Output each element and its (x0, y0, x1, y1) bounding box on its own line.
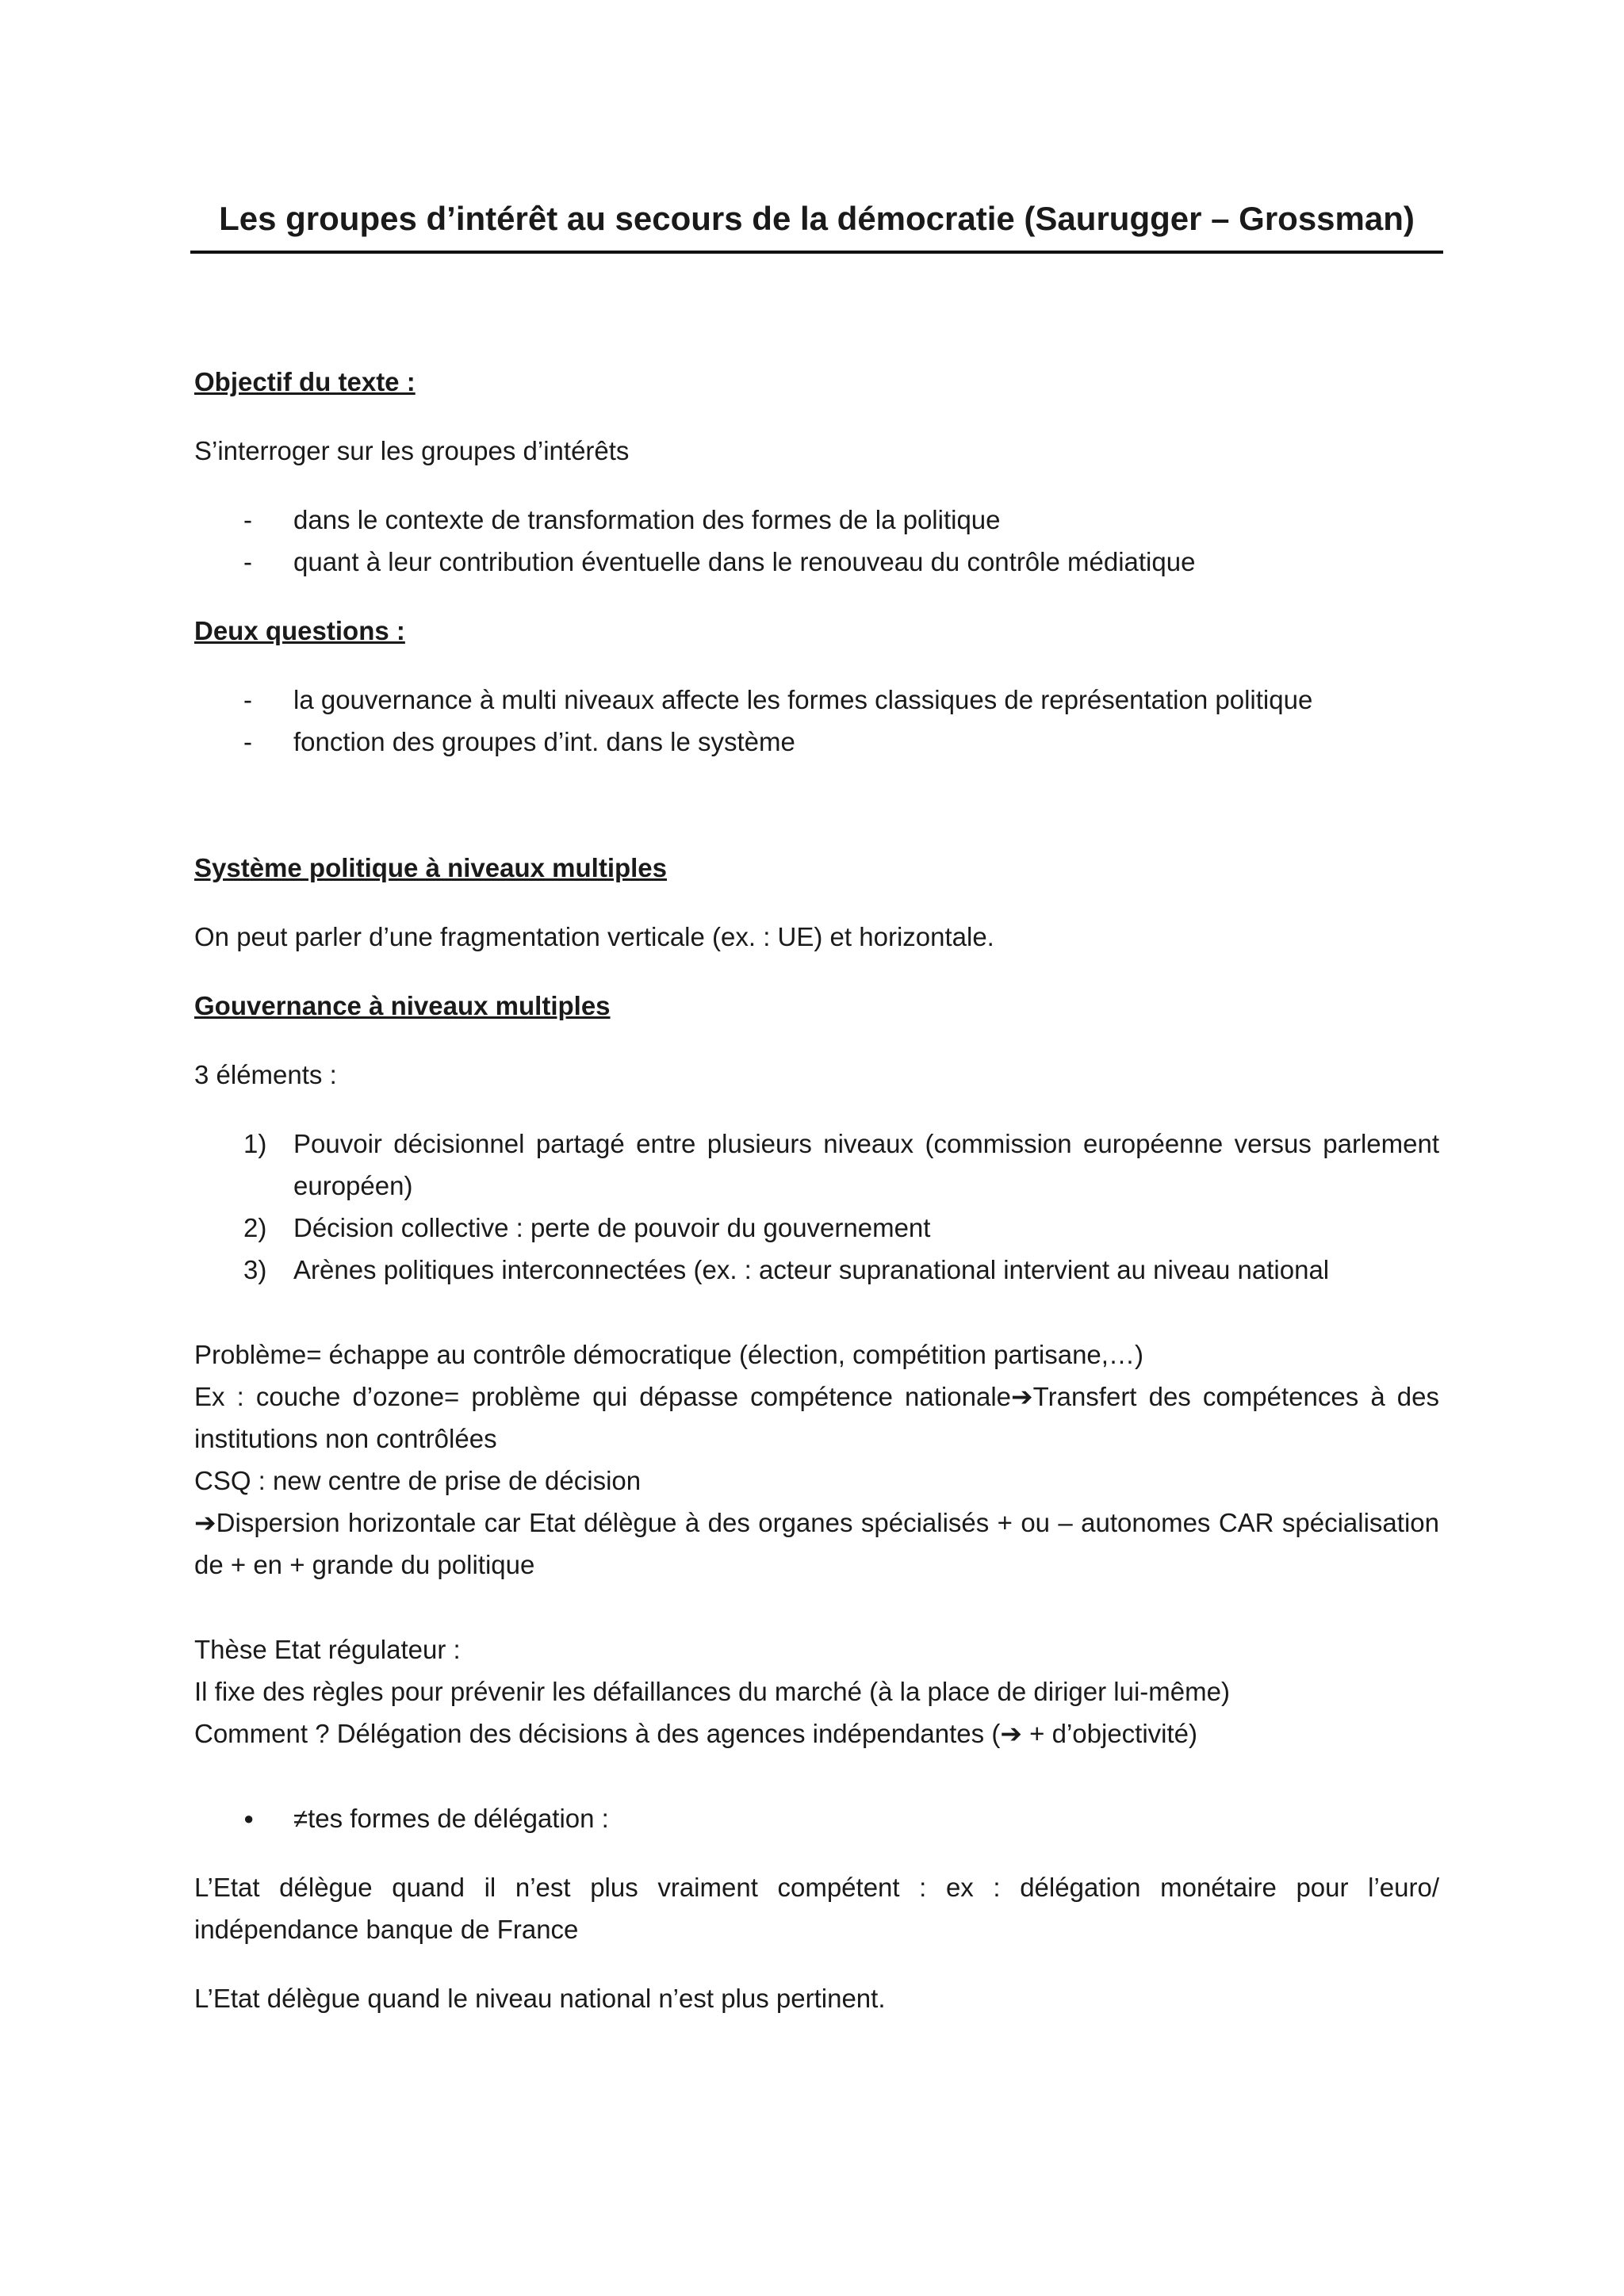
bullet-icon: ● (243, 1808, 255, 1828)
systeme-heading: Système politique à niveaux multiples (194, 853, 668, 882)
list-item: 2) Décision collective : perte de pouvoir du gouvernement (194, 1207, 1439, 1249)
delegation-paragraph: L’Etat délègue quand le niveau national n’est plus pertinent. (194, 1984, 886, 2013)
gouvernance-intro: 3 éléments : (194, 1060, 337, 1089)
comment-line: Comment ? Délégation des décisions à des agences indépendantes (➔ + d’objectivité) (194, 1719, 1198, 1748)
arrow-icon: ➔ (194, 1508, 216, 1537)
dash-marker: - (243, 685, 252, 714)
number-marker: 2) (243, 1213, 267, 1242)
delegation-paragraph: L’Etat délègue quand il n’est plus vraiment compétent : ex : délégation monétaire pour l’euro/ indépendance banque de France (194, 1873, 1439, 1944)
objectif-heading: Objectif du texte : (194, 367, 416, 396)
list-item: ● ≠tes formes de délégation : (194, 1797, 1439, 1839)
list-item: - fonction des groupes d’int. dans le système (194, 721, 1439, 763)
arrow-icon: ➔ (1011, 1382, 1033, 1411)
questions-list (194, 679, 1439, 763)
objectif-list (194, 499, 1439, 583)
number-marker: 1) (243, 1129, 267, 1158)
these-block (194, 1628, 1439, 1755)
list-item: - quant à leur contribution éventuelle dans le renouveau du contrôle médiatique (194, 541, 1439, 583)
arrow-icon: ➔ (1000, 1719, 1022, 1748)
delegation-bullet-list (194, 1797, 1439, 1839)
list-item: - dans le contexte de transformation des formes de la politique (194, 499, 1439, 541)
probleme-block (194, 1334, 1439, 1586)
title-underline-rule (190, 251, 1443, 254)
systeme-text: On peut parler d’une fragmentation verticale (ex. : UE) et horizontale. (194, 922, 994, 951)
gouvernance-heading: Gouvernance à niveaux multiples (194, 991, 611, 1020)
csq-line: CSQ : new centre de prise de décision (194, 1466, 642, 1495)
probleme-line: Problème= échappe au contrôle démocratique (élection, compétition partisane,…) (194, 1340, 1143, 1369)
list-item: 3) Arènes politiques interconnectées (ex. : acteur supranational intervient au niveau national (194, 1249, 1439, 1291)
dispersion-line: ➔Dispersion horizontale car Etat délègue à des organes spécialisés + ou – autonomes CAR spécialisation de + en + grande du politique (194, 1508, 1439, 1579)
dash-marker: - (243, 505, 252, 534)
list-item: - la gouvernance à multi niveaux affecte les formes classiques de représentation politique (194, 679, 1439, 721)
dash-marker: - (243, 727, 252, 756)
document-body (194, 361, 1439, 2019)
gouvernance-list (194, 1123, 1439, 1291)
objectif-intro: S’interroger sur les groupes d’intérêts (194, 436, 630, 465)
these-line: Il fixe des règles pour prévenir les défaillances du marché (à la place de diriger lui-même) (194, 1677, 1230, 1706)
questions-heading: Deux questions : (194, 616, 405, 645)
document-title: Les groupes d’intérêt au secours de la démocratie (Saurugger – Grossman) (219, 200, 1415, 237)
dash-marker: - (243, 547, 252, 576)
example-line: Ex : couche d’ozone= problème qui dépasse compétence nationale➔Transfert des compétences à des institutions non contrôlées (194, 1382, 1439, 1453)
list-item: 1) Pouvoir décisionnel partagé entre plusieurs niveaux (commission européenne versus parlement européen) (194, 1123, 1439, 1207)
number-marker: 3) (243, 1255, 267, 1284)
these-title: Thèse Etat régulateur : (194, 1635, 461, 1664)
